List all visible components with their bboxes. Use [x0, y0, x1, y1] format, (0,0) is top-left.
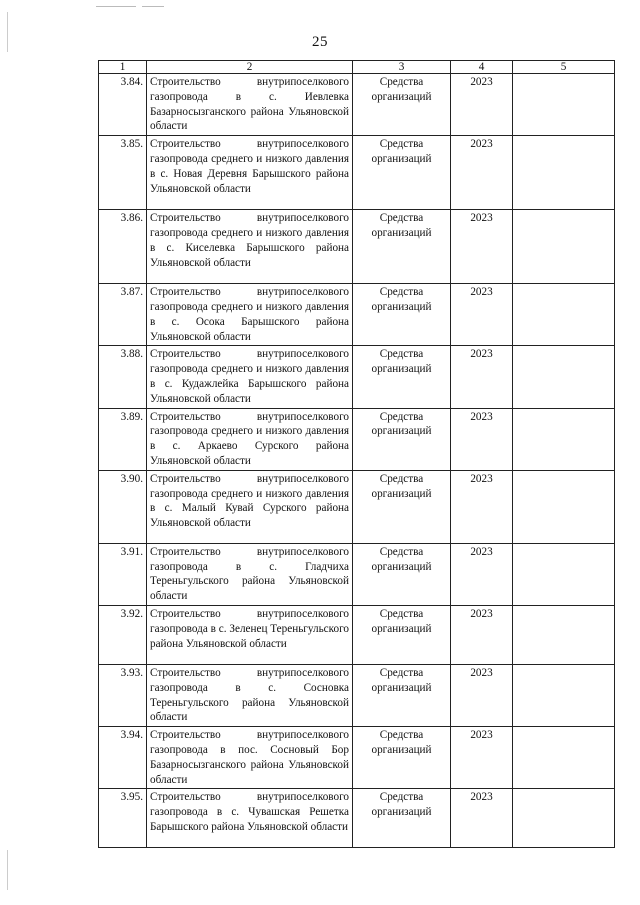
funding-source: Средства организаций: [353, 664, 451, 726]
funding-source: Средства организаций: [353, 136, 451, 210]
item-description: Строительство внутрипоселкового газопровода в с. Чувашская Решетка Барышского района Ульяновской области: [147, 789, 353, 848]
scan-artifact-top: [142, 6, 164, 7]
item-number: 3.87.: [99, 284, 147, 346]
column-header: 1: [99, 61, 147, 74]
column-header: 3: [353, 61, 451, 74]
item-description: Строительство внутрипоселкового газопровода среднего и низкого давления в с. Осока Барышского района Ульяновской области: [147, 284, 353, 346]
item-description: Строительство внутрипоселкового газопровода среднего и низкого давления в с. Аркаево Сурского района Ульяновской области: [147, 408, 353, 470]
table-row: [99, 210, 615, 284]
table-row: [99, 346, 615, 408]
funding-source: Средства организаций: [353, 408, 451, 470]
item-year: 2023: [451, 470, 513, 543]
column-header: 5: [513, 61, 615, 74]
table-header-row: [99, 61, 615, 74]
item-year: 2023: [451, 346, 513, 408]
item-year: 2023: [451, 136, 513, 210]
item-description: Строительство внутрипоселкового газопровода в с. Гладчиха Тереньгульского района Ульяновской области: [147, 543, 353, 605]
item-year: 2023: [451, 605, 513, 664]
item-number: 3.85.: [99, 136, 147, 210]
item-number: 3.84.: [99, 74, 147, 136]
item-note: [513, 605, 615, 664]
funding-source: Средства организаций: [353, 210, 451, 284]
item-number: 3.94.: [99, 727, 147, 789]
item-description: Строительство внутрипоселкового газопровода среднего и низкого давления в с. Малый Кувай Сурского района Ульяновской области: [147, 470, 353, 543]
item-year: 2023: [451, 543, 513, 605]
item-year: 2023: [451, 727, 513, 789]
item-number: 3.93.: [99, 664, 147, 726]
item-note: [513, 346, 615, 408]
item-description: Строительство внутрипоселкового газопровода в с. Зеленец Тереньгульского района Ульяновской области: [147, 605, 353, 664]
item-note: [513, 543, 615, 605]
funding-source: Средства организаций: [353, 727, 451, 789]
funding-source: Средства организаций: [353, 284, 451, 346]
item-number: 3.92.: [99, 605, 147, 664]
item-note: [513, 136, 615, 210]
item-year: 2023: [451, 664, 513, 726]
item-number: 3.90.: [99, 470, 147, 543]
table-row: [99, 74, 615, 136]
table-row: [99, 408, 615, 470]
item-number: 3.86.: [99, 210, 147, 284]
item-description: Строительство внутрипоселкового газопровода в с. Сосновка Тереньгульского района Ульяновской области: [147, 664, 353, 726]
table-row: [99, 284, 615, 346]
table-row: [99, 136, 615, 210]
item-note: [513, 727, 615, 789]
page-number: 25: [312, 34, 328, 50]
item-year: 2023: [451, 789, 513, 848]
item-description: Строительство внутрипоселкового газопровода среднего и низкого давления в с. Киселевка Барышского района Ульяновской области: [147, 210, 353, 284]
item-note: [513, 284, 615, 346]
item-note: [513, 789, 615, 848]
item-number: 3.89.: [99, 408, 147, 470]
table-row: [99, 789, 615, 848]
column-header: 4: [451, 61, 513, 74]
funding-source: Средства организаций: [353, 605, 451, 664]
plan-table: [98, 60, 615, 848]
item-description: Строительство внутрипоселкового газопровода в с. Иевлевка Базарносызганского района Ульяновской области: [147, 74, 353, 136]
funding-source: Средства организаций: [353, 74, 451, 136]
item-description: Строительство внутрипоселкового газопровода среднего и низкого давления в с. Новая Деревня Барышского района Ульяновской области: [147, 136, 353, 210]
item-note: [513, 210, 615, 284]
scan-artifact-top: [96, 6, 136, 7]
item-number: 3.91.: [99, 543, 147, 605]
item-year: 2023: [451, 74, 513, 136]
item-description: Строительство внутрипоселкового газопровода в пос. Сосновый Бор Базарносызганского района Ульяновской области: [147, 727, 353, 789]
funding-source: Средства организаций: [353, 789, 451, 848]
item-number: 3.95.: [99, 789, 147, 848]
table-row: [99, 605, 615, 664]
funding-source: Средства организаций: [353, 470, 451, 543]
item-note: [513, 470, 615, 543]
funding-source: Средства организаций: [353, 346, 451, 408]
item-number: 3.88.: [99, 346, 147, 408]
item-note: [513, 408, 615, 470]
item-year: 2023: [451, 408, 513, 470]
table-row: [99, 664, 615, 726]
item-year: 2023: [451, 210, 513, 284]
column-header: 2: [147, 61, 353, 74]
scan-artifact-left-edge: [7, 850, 8, 890]
table-row: [99, 727, 615, 789]
item-note: [513, 74, 615, 136]
item-note: [513, 664, 615, 726]
item-year: 2023: [451, 284, 513, 346]
funding-source: Средства организаций: [353, 543, 451, 605]
item-description: Строительство внутрипоселкового газопровода среднего и низкого давления в с. Кудажлейка Барышского района Ульяновской области: [147, 346, 353, 408]
table-row: [99, 470, 615, 543]
table-row: [99, 543, 615, 605]
